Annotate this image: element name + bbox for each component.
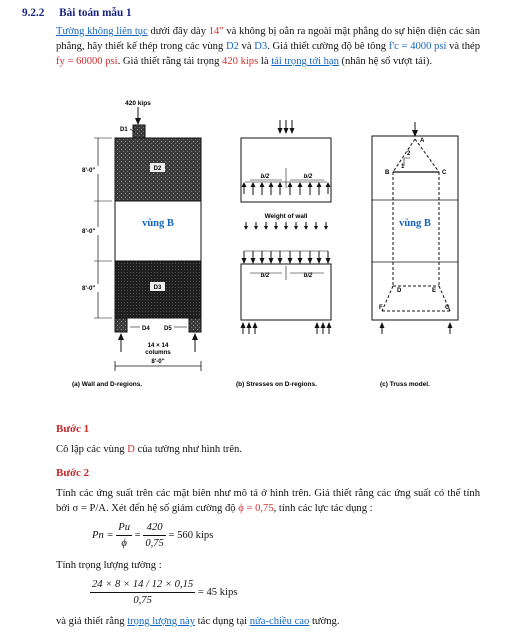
reaction-right-head — [192, 333, 198, 340]
steel-strength: fy = 60000 psi — [56, 56, 118, 68]
load-arrow-head — [135, 118, 141, 125]
step2-text-part: , tính các lực tác dụng : — [273, 503, 373, 515]
node-e: E — [432, 288, 437, 294]
truss-reactions — [380, 322, 453, 334]
load-value: 420 kips — [222, 56, 259, 68]
caption-c: (c) Truss model. — [380, 381, 430, 388]
section-title: Bài toán mẫu 1 — [59, 7, 132, 19]
column-size-label: 14 × 14 — [147, 342, 169, 349]
region-b-left — [115, 201, 201, 261]
factored-load-text: tải trọng tới hạn — [271, 56, 339, 68]
final-text-part: tác dụng tại — [195, 616, 250, 627]
caption-a: (a) Wall and D-regions. — [72, 381, 143, 388]
wall-figure — [60, 96, 480, 400]
half-width-top-left: b/2 — [260, 174, 270, 180]
reaction-arrows-bottom — [241, 322, 332, 334]
node-f: F — [379, 305, 383, 311]
eq-denominator-075: 0,75 — [145, 538, 164, 550]
column-word-label: columns — [145, 349, 171, 356]
step2-text — [56, 486, 480, 516]
step1-text — [56, 442, 480, 457]
step1-text-part: của tường như hình trên. — [134, 444, 242, 455]
height-label-2: 8'-0" — [82, 228, 96, 235]
eq-weight-numerator: 24 × 8 × 14 / 12 × 0,15 — [90, 577, 195, 593]
intro-text: (nhân hệ số vượt tải). — [338, 56, 433, 68]
slope-label-2: 2 — [407, 151, 411, 157]
weight-arrows — [244, 222, 328, 230]
equation-weight — [90, 577, 237, 608]
load-label: 420 kips — [125, 100, 151, 107]
slope-label-1: 1 — [401, 164, 405, 170]
concrete-strength: f'c = 4000 psi — [388, 41, 447, 53]
section-number: 9.2.2 — [22, 7, 45, 19]
label-d5: D5 — [164, 326, 172, 332]
caption-b: (b) Stresses on D-regions. — [236, 381, 317, 388]
intro-link-text: Tường không liên tục — [56, 26, 148, 37]
intro-text: và thép — [446, 41, 481, 53]
label-d2: D2 — [153, 166, 162, 172]
wall-thickness: 14" — [208, 26, 224, 37]
final-link-midheight: nửa-chiều cao — [249, 616, 310, 627]
step2-title: Bước 2 — [56, 467, 90, 479]
weight-of-wall-label: Weight of wall — [264, 213, 308, 220]
equation-pn — [92, 520, 213, 551]
label-d3: D3 — [153, 285, 162, 291]
half-width-bottom-left: b/2 — [260, 273, 270, 279]
intro-text: dưới đây dày — [147, 26, 209, 37]
region-d3-ref: D3 — [254, 41, 268, 53]
intro-text: là — [258, 56, 272, 68]
label-d4: D4 — [142, 326, 150, 332]
eq-result-45: = 45 kips — [197, 586, 238, 598]
eq-fraction-weight — [90, 577, 195, 608]
eq-pn-lhs: Pn = — [92, 529, 114, 541]
eq-result-560: = 560 kips — [168, 529, 214, 541]
final-text-part: tường. — [309, 616, 340, 627]
eq-fraction-values — [143, 520, 166, 551]
stress-arrows-mid-bottom — [242, 251, 331, 264]
eq-denominator-phi: ϕ — [121, 538, 127, 550]
eq-equals: = — [134, 529, 141, 541]
node-g: G — [445, 305, 450, 311]
intro-text: . Giả thiết cường độ bê tông — [267, 41, 389, 53]
reaction-left-head — [118, 333, 124, 340]
half-width-bottom-right: b/2 — [303, 273, 313, 279]
final-link-weight: trọng lượng này — [127, 616, 196, 627]
intro-text: và không bị oằn ra ngoài mặt phẳng do sự hiện diện các sàn phẳng, hãy thiết kế thép trong các vùng — [56, 26, 480, 53]
height-label-3: 8'-0" — [82, 285, 96, 292]
stress-arrows-top — [278, 120, 295, 134]
node-a: A — [420, 138, 425, 144]
half-width-top-right: b/2 — [303, 174, 313, 180]
top-column — [133, 125, 145, 138]
intro-text: và — [238, 41, 255, 53]
eq-numerator-420: 420 — [143, 520, 166, 536]
intro-text: . Giả thiết rằng tải trọng — [117, 56, 223, 68]
zone-b-left-label: vùng B — [142, 218, 174, 229]
section-heading — [22, 6, 132, 22]
node-b: B — [385, 170, 390, 176]
column-right — [189, 318, 201, 332]
column-left — [115, 318, 127, 332]
step1-text-part: Cô lập các vùng — [56, 444, 128, 455]
label-d1: D1 — [120, 127, 128, 133]
step1-title: Bước 1 — [56, 423, 90, 435]
phi-value: ϕ = 0,75 — [238, 503, 274, 515]
zone-b-right-label: vùng B — [399, 218, 431, 229]
eq-weight-denominator: 0,75 — [133, 595, 152, 607]
final-text — [56, 614, 480, 629]
region-d2-ref: D2 — [225, 41, 239, 53]
height-label-1: 8'-0" — [82, 167, 96, 174]
intro-paragraph — [56, 24, 480, 69]
eq-fraction-pu-phi — [116, 520, 132, 551]
node-d: D — [397, 288, 402, 294]
final-text-part: và giả thiết rằng — [56, 616, 128, 627]
step2-text-part: Tính các ứng suất trên các mặt biên như mô tả ở hình trên. Giả thiết rằng các ứng suất có thể tính bởi σ = P/A. Xét đến hệ số giảm cường độ — [56, 488, 480, 515]
width-label: 8'-0" — [151, 358, 165, 365]
eq-numerator-pu: Pu — [116, 520, 132, 536]
node-c: C — [442, 170, 447, 176]
region-d-ref: D — [127, 444, 135, 455]
wall-weight-text: Tính trọng lượng tường : — [56, 560, 162, 571]
